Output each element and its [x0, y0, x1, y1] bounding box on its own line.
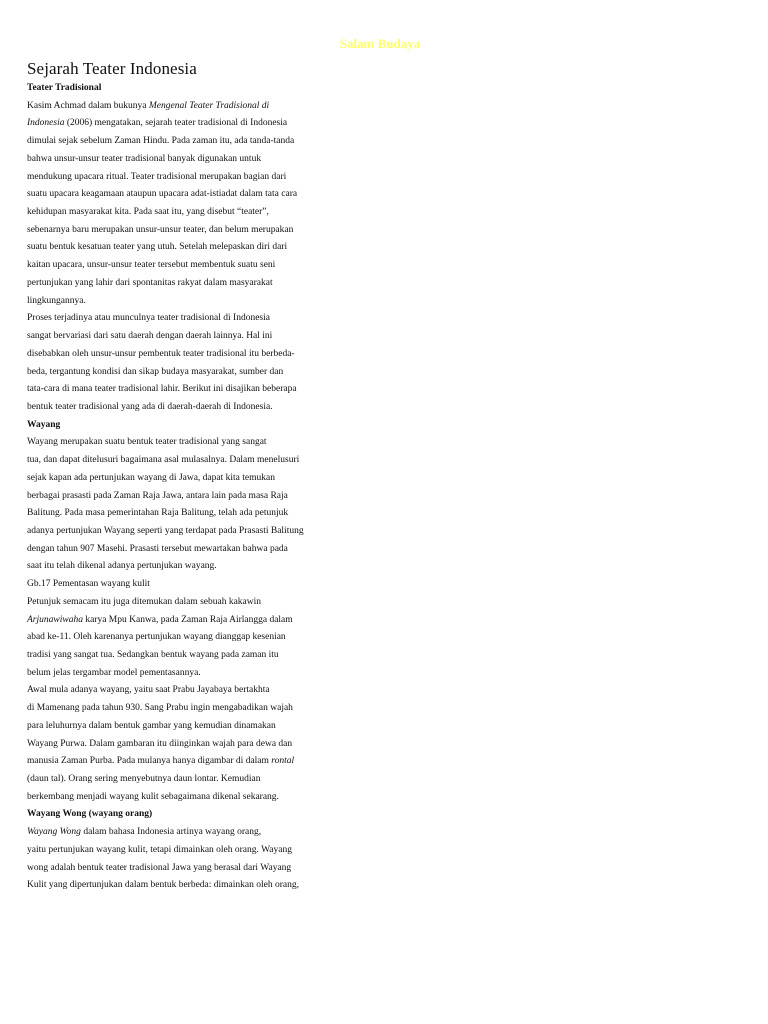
text-line [27, 523, 327, 541]
text-span: sejak kapan ada pertunjukan wayang di Jawa, dapat kita temukan [27, 472, 275, 483]
text-line [27, 594, 327, 612]
text-span: belum jelas tergambar model pementasannya. [27, 667, 201, 678]
section-heading: Wayang [27, 419, 61, 430]
text-line [27, 753, 327, 771]
text-span: Wayang merupakan suatu bentuk teater tradisional yang sangat [27, 437, 267, 448]
text-line [27, 736, 327, 754]
text-span: pertunjukan yang lahir dari spontanitas rakyat dalam masyarakat [27, 277, 273, 288]
text-span: abad ke-11. Oleh karenanya pertunjukan wayang dianggap kesenian [27, 632, 286, 643]
italic-text: Indonesia [27, 118, 65, 129]
page-title: Sejarah Teater Indonesia [27, 59, 197, 78]
text-line [27, 558, 327, 576]
text-line [27, 222, 327, 240]
text-span: suatu bentuk kesatuan teater yang utuh. Setelah melepaskan diri dari [27, 242, 288, 253]
text-span: saat itu telah dikenal adanya pertunjukan wayang. [27, 561, 217, 572]
text-span: Proses terjadinya atau munculnya teater tradisional di Indonesia [27, 313, 270, 324]
text-line [27, 470, 327, 488]
text-span: berbagai prasasti pada Zaman Raja Jawa, antara lain pada masa Raja [27, 490, 288, 501]
text-line [27, 98, 327, 116]
text-line [27, 186, 327, 204]
section-heading: Teater Tradisional [27, 83, 102, 93]
text-line [27, 629, 327, 647]
text-span: Balitung. Pada masa pemerintahan Raja Balitung, telah ada petunjuk [27, 508, 289, 519]
text-span: dengan tahun 907 Masehi. Prasasti tersebut mewartakan bahwa pada [27, 543, 288, 554]
text-line [27, 842, 327, 860]
text-line [27, 346, 327, 364]
italic-text: Mengenal Teater Tradisional di [148, 100, 270, 111]
text-line [27, 576, 327, 594]
text-span: Gb.17 Pementasan wayang kulit [27, 579, 150, 590]
text-span: beda, tergantung kondisi dan sikap budaya masyarakat, sumber dan [27, 366, 284, 377]
document-body [27, 80, 327, 895]
site-header-title: Salam Budaya [339, 36, 421, 51]
text-line [27, 771, 327, 789]
text-line [27, 169, 327, 187]
text-span: mendukung upacara ritual. Teater tradisional merupakan bagian dari [27, 171, 287, 182]
italic-text: Wayang Wong [27, 827, 81, 838]
text-span: kehidupan masyarakat kita. Pada saat itu, yang disebut “teater”, [27, 207, 269, 218]
text-line [27, 541, 327, 559]
text-span: manusia Zaman Purba. Pada mulanya hanya digambar di dalam [27, 756, 272, 767]
text-line [27, 151, 327, 169]
text-span: para leluhurnya dalam bentuk gambar yang kemudian dinamakan [27, 720, 276, 731]
text-line [27, 133, 327, 151]
text-line [27, 789, 327, 807]
text-span: bahwa unsur-unsur teater tradisional banyak digunakan untuk [27, 153, 262, 164]
text-span: yaitu pertunjukan wayang kulit, tetapi dimainkan oleh orang. Wayang [27, 844, 292, 855]
text-line [27, 647, 327, 665]
text-line [27, 328, 327, 346]
text-span: tua, dan dapat ditelusuri bagaimana asal mulasalnya. Dalam menelusuri [27, 455, 300, 466]
text-span: (2006) mengatakan, sejarah teater tradisional di Indonesia [64, 118, 288, 129]
text-line [27, 612, 327, 630]
text-line [27, 204, 327, 222]
text-line [27, 310, 327, 328]
text-span: Petunjuk semacam itu juga ditemukan dalam sebuah kakawin [27, 596, 262, 607]
text-line [27, 275, 327, 293]
text-span: wong adalah bentuk teater tradisional Jawa yang berasal dari Wayang [27, 862, 292, 873]
text-line [27, 877, 327, 895]
text-span: disebabkan oleh unsur-unsur pembentuk teater tradisional itu berbeda- [27, 348, 295, 359]
text-line [27, 505, 327, 523]
text-line [27, 665, 327, 683]
text-span: tata-cara di mana teater tradisional lahir. Berikut ini disajikan beberapa [27, 384, 297, 395]
text-span: lingkungannya. [27, 295, 86, 306]
text-span: adanya pertunjukan Wayang seperti yang terdapat pada Prasasti Balitung [27, 525, 304, 536]
text-span: kaitan upacara, unsur-unsur teater tersebut membentuk suatu seni [27, 260, 276, 271]
text-span: karya Mpu Kanwa, pada Zaman Raja Airlangga dalam [82, 614, 293, 625]
text-span: dalam bahasa Indonesia artinya wayang orang, [80, 827, 262, 838]
text-span: di Mamenang pada tahun 930. Sang Prabu ingin mengabadikan wajah [27, 703, 293, 714]
text-span: berkembang menjadi wayang kulit sebagaimana dikenal sekarang. [27, 791, 279, 802]
text-span: Kasim Achmad dalam bukunya [27, 100, 149, 111]
text-line [27, 293, 327, 311]
italic-text: rontal [271, 756, 295, 767]
text-line [27, 860, 327, 878]
text-span: sebenarnya baru merupakan unsur-unsur teater, dan belum merupakan [27, 224, 294, 235]
text-line [27, 682, 327, 700]
text-line [27, 718, 327, 736]
text-span: suatu upacara keagamaan ataupun upacara adat-istiadat dalam tata cara [27, 189, 298, 200]
text-line [27, 239, 327, 257]
text-line [27, 488, 327, 506]
text-line [27, 434, 327, 452]
text-span: dimulai sejak sebelum Zaman Hindu. Pada zaman itu, ada tanda-tanda [27, 136, 295, 147]
text-line [27, 381, 327, 399]
text-span: Wayang Purwa. Dalam gambaran itu diinginkan wajah para dewa dan [27, 738, 293, 749]
text-line [27, 700, 327, 718]
text-line [27, 364, 327, 382]
text-line [27, 452, 327, 470]
text-line [27, 115, 327, 133]
text-span: bentuk teater tradisional yang ada di daerah-daerah di Indonesia. [27, 401, 273, 412]
text-line [27, 824, 327, 842]
text-line [27, 257, 327, 275]
italic-text: Arjunawiwaha [27, 614, 83, 625]
text-span: sangat bervariasi dari satu daerah dengan daerah lainnya. Hal ini [27, 331, 273, 342]
text-line [27, 399, 327, 417]
text-span: (daun tal). Orang sering menyebutnya daun lontar. Kemudian [27, 774, 261, 785]
section-heading: Wayang Wong (wayang orang) [27, 809, 153, 820]
text-span: Kulit yang dipertunjukan dalam bentuk berbeda: dimainkan oleh orang, [27, 880, 299, 891]
text-span: tradisi yang sangat tua. Sedangkan bentuk wayang pada zaman itu [27, 650, 279, 660]
text-span: Awal mula adanya wayang, yaitu saat Prabu Jayabaya bertakhta [27, 685, 270, 696]
